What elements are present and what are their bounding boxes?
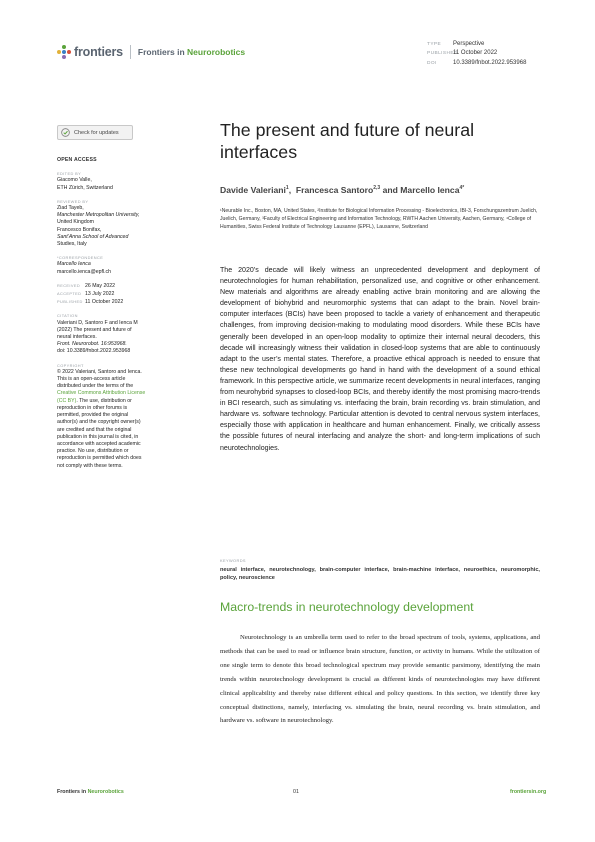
copyright-line: distributed under the terms of the xyxy=(57,383,134,390)
copyright-line: reproduction is permitted which does xyxy=(57,455,142,462)
abstract: The 2020’s decade will likely witness an unprecedented development and deployment of neurotechnologies for human rehabilitation, personalized use, and cognitive or other enhancement. New materials and algorithms are already enabling active brain monitoring and are allowing the development of biohybrid and neuromorphic systems that can adapt to the brain. Novel brain-computer interfaces (BCIs) have been proposed to tackle a variety of enhancement and therapeutic challenges, from improving decision-making to modulating mood disorders. While these BCIs have generally been developed in an open-loop modality to optimize their internal neural decoders, this decade will increasingly witness their validation in closed-loop systems that are able to continuously adapt to the user’s mental states. Therefore, a proactive ethical approach is needed to ensure that these new technological developments go hand in hand with the development of a sound ethical framework. In this perspective article, we summarize recent developments in neural interfaces, ranging from neurohybrid synapses to closed-loop BCIs, and thereby identify the most promising macro-trends in BCI research, such as simulating vs. interfacing the brain, brain recording vs. brain stimulation, and hardware vs. software technology. Particular attention is devoted to central nervous system interfaces, especially those with application in healthcare and human enhancement. Finally, we critically assess the possible futures of neural interfacing and analyze the short- and long-term implications of such neurotechnologies. xyxy=(220,267,540,452)
correspondence-label: *CORRESPONDENCE xyxy=(57,255,104,261)
citation-line: Front. Neurorobot. 16:953968. xyxy=(57,341,127,348)
meta-value: 11 October 2022 xyxy=(453,50,498,57)
author-affil-marker: 4* xyxy=(459,185,465,192)
meta-type xyxy=(427,40,526,49)
citation-line: neural interfaces. xyxy=(57,334,97,341)
editor-name: Giacomo Valle, xyxy=(57,177,92,184)
reviewer-line: Sant’Anna School of Advanced xyxy=(57,233,129,240)
meta-value[interactable]: 10.3389/fnbot.2022.953968 xyxy=(453,59,527,66)
meta-label: TYPE xyxy=(427,42,442,47)
author-affil-marker: 1 xyxy=(285,185,289,192)
footer-journal xyxy=(57,789,124,795)
meta-value: Perspective xyxy=(453,41,485,47)
frontiers-logo[interactable] xyxy=(57,43,245,61)
check-updates-icon xyxy=(61,128,70,137)
reviewer-line: Manchester Metropolitan University, xyxy=(57,212,140,219)
logo-divider xyxy=(130,45,131,59)
editor-affiliation: ETH Zürich, Switzerland xyxy=(57,184,113,191)
frontiers-logo-icon xyxy=(57,45,71,59)
author-name[interactable]: Marcello Ienca xyxy=(400,185,460,195)
footer-site-link[interactable]: frontiersin.org xyxy=(510,789,547,795)
license-link[interactable]: Creative Commons Attribution License xyxy=(57,390,146,397)
copyright-line xyxy=(57,398,185,405)
date-label: PUBLISHED xyxy=(57,299,83,305)
title-line: interfaces xyxy=(220,142,298,162)
check-updates-label: Check for updates xyxy=(74,129,119,136)
copyright-line: practice. No use, distribution or xyxy=(57,448,129,455)
meta-label: PUBLISHED xyxy=(427,51,458,57)
copyright-line: publication in this journal is cited, in xyxy=(57,433,139,440)
date-value: 11 October 2022 xyxy=(85,299,124,306)
citation-line: Valeriani D, Santoro F and Ienca M xyxy=(57,319,138,326)
journal-name xyxy=(138,47,245,57)
meta-doi[interactable] xyxy=(427,59,526,68)
meta-published xyxy=(427,49,526,58)
author-list: Davide Valeriani$^1$, Francesca Santoro$^{2,3}$ and Marcello Ienca$^{4*}$ xyxy=(220,185,465,195)
author-separator: and xyxy=(380,185,401,195)
date-accepted xyxy=(57,290,185,298)
copyright-fragment: . The use, distribution or xyxy=(76,397,132,404)
date-label: ACCEPTED xyxy=(57,291,82,297)
copyright-line: author(s) and the copyright owner(s) xyxy=(57,419,141,426)
correspondence-name: Marcello Ienca xyxy=(57,261,91,268)
license-link-short[interactable]: (CC BY) xyxy=(57,397,77,404)
date-value: 13 July 2022 xyxy=(85,291,115,298)
title-line: The present and future of neural xyxy=(220,120,475,140)
author-name[interactable]: Francesca Santoro xyxy=(295,185,374,195)
citation-label: CITATION xyxy=(57,313,78,319)
journal-title: Neurorobotics xyxy=(187,47,246,57)
section-heading: Macro-trends in neurotechnology development xyxy=(220,600,474,614)
page-number: 01 xyxy=(293,789,299,795)
affiliations: ¹Neurable Inc., Boston, MA, United States, ²Institute for Biological Information Processing - Bioelectronics, IBI-3, Forschungszentrum Juelich, Juelich, Germany, ³Faculty of Electrical Engineering and Information Technology, RWTH Aachen University, Aachen, Germany, ⁴College of Humanities, Swiss Federal Institute of Technology Lausanne (EPFL), Lausanne, Switzerland xyxy=(220,208,538,230)
check-for-updates-button[interactable] xyxy=(57,125,133,140)
open-access-label: OPEN ACCESS xyxy=(57,157,97,163)
author-affil-marker: 2,3 xyxy=(373,185,381,192)
logo-wordmark: frontiers xyxy=(74,45,123,59)
sidebar xyxy=(57,157,185,470)
copyright-line: © 2022 Valeriani, Santoro and Ienca. xyxy=(57,368,142,375)
article-title xyxy=(220,119,560,163)
article-meta xyxy=(427,40,526,68)
reviewer-line: United Kingdom xyxy=(57,219,94,226)
meta-label: DOI xyxy=(427,60,437,66)
dates-block xyxy=(57,282,185,307)
edited-by-label: EDITED BY xyxy=(57,171,82,177)
reviewed-by-label: REVIEWED BY xyxy=(57,198,89,204)
correspondence-email[interactable]: marcello.ienca@epfl.ch xyxy=(57,268,111,275)
reviewer-line: Ziad Tayeb, xyxy=(57,205,84,212)
keywords-label: KEYWORDS xyxy=(220,558,246,563)
copyright-line: accordance with accepted academic xyxy=(57,440,141,447)
date-label: RECEIVED xyxy=(57,282,81,288)
reviewer-line: Francesco Bonifax, xyxy=(57,226,102,233)
reviewer-line: Studies, Italy xyxy=(57,241,87,248)
keywords: neural interface, neurotechnology, brain-computer interface, brain-machine interface, neuroethics, neuromorphic, policy, neuroscience xyxy=(220,567,540,582)
copyright-line: are credited and that the original xyxy=(57,426,132,433)
date-published xyxy=(57,298,185,306)
citation-doi[interactable]: doi: 10.3389/fnbot.2022.953968 xyxy=(57,348,131,355)
journal-prefix: Frontiers in xyxy=(137,47,188,57)
copyright-line: permitted, provided the original xyxy=(57,412,129,419)
body-paragraph: Neurotechnology is an umbrella term used to refer to the broad spectrum of tools, systems, applications, and methods that can be used to read or influence brain structure, function, or activity in humans. While the utilization of one single term to denote this broad technological spectrum may provide semantic parsimony, identifying the main trends within neurotechnology development is crucial as different kinds of neurotechnologies may have different clinical applicability and thereby raise different ethical and policy questions. In this section, we identify three key conceptual distinctions, namely, interfacing vs. simulating the brain, neural recording vs. brain stimulation, and hardware vs. software in neurotechnology. xyxy=(220,634,540,725)
footer-journal-name: Neurorobotics xyxy=(87,789,124,795)
footer-prefix: Frontiers in xyxy=(57,789,88,795)
author-name[interactable]: Davide Valeriani xyxy=(220,185,286,195)
date-value: 26 May 2022 xyxy=(85,282,115,289)
copyright-line: reproduction in other forums is xyxy=(57,404,128,411)
citation-line: (2022) The present and future of xyxy=(57,326,132,333)
copyright-line: This is an open-access article xyxy=(57,376,126,383)
date-received xyxy=(57,282,185,290)
copyright-label: COPYRIGHT xyxy=(57,362,84,368)
copyright-line: not comply with these terms. xyxy=(57,462,123,469)
